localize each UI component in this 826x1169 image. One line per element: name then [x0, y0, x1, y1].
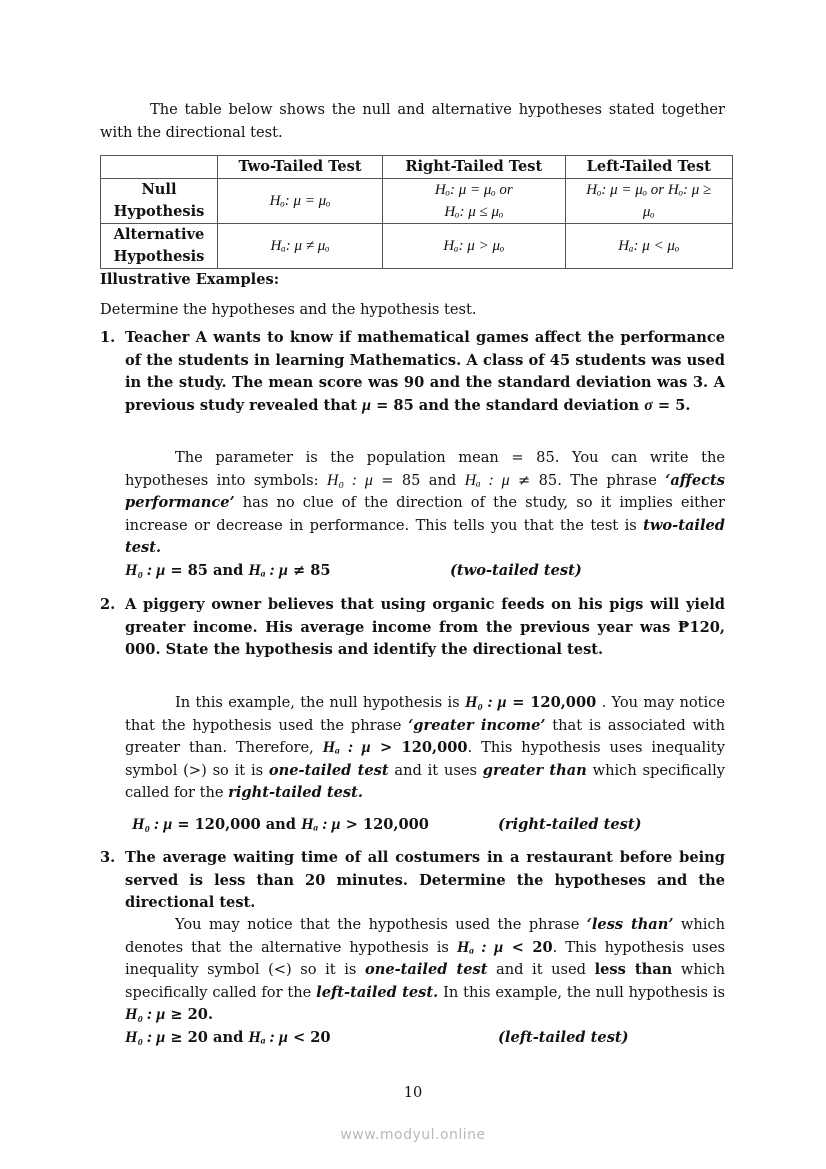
problem-text: [125, 594, 725, 662]
text-segment: The parameter is the population mean = 85. You can write the hypotheses into symbols:: [125, 449, 725, 489]
cell-line: Hₐ: μ < μₒ: [618, 238, 680, 254]
text-segment: ≥ 20.: [165, 1006, 214, 1023]
watermark: www.modyul.online: [340, 1127, 486, 1143]
answer-test-type: (right-tailed test): [498, 816, 642, 833]
text-segment: which specifically called for the: [125, 761, 726, 801]
text-segment: greater than: [482, 761, 587, 779]
page-number: 10: [403, 1084, 423, 1101]
math-expression: H₀ : μ: [464, 694, 507, 711]
example-1-answer: [125, 560, 725, 583]
instruction-text: Determine the hypotheses and the hypothesis test.: [100, 301, 477, 318]
row-label-line: Hypothesis: [113, 203, 205, 220]
text-segment: < 20: [287, 1029, 331, 1046]
text-segment: and it uses: [388, 761, 483, 779]
row-label-alternative: [101, 224, 218, 269]
example-2-explanation: [125, 692, 725, 805]
text-segment: ‘affects performance’: [125, 471, 726, 511]
problem-text: [125, 847, 725, 915]
math-expression: H₀ : μ: [125, 1006, 166, 1023]
text-segment: . This hypothesis uses inequality symbol (>) so it is: [125, 739, 726, 779]
text-segment: ≠ 85. The phrase: [509, 471, 666, 489]
math-expression: σ: [644, 396, 653, 414]
table-header-empty: [101, 156, 218, 179]
answer-test-type: (left-tailed test): [498, 1029, 629, 1046]
text-segment: less than: [594, 961, 673, 978]
math-expression: H₀ : μ: [125, 562, 166, 579]
text-segment: which denotes that the alternative hypothesis is: [125, 916, 725, 956]
text-segment: ≠ 85: [287, 562, 331, 579]
example-1-explanation: [125, 447, 725, 560]
answer-hypotheses: [125, 1029, 331, 1046]
text-segment: = 85 and the standard deviation: [371, 396, 645, 414]
math-expression: Hₐ : μ: [322, 739, 371, 756]
table-row-alternative: [101, 224, 733, 269]
answer-test-type: (two-tailed test): [450, 562, 582, 579]
text-segment: ‘less than’: [586, 916, 674, 933]
cell-line: μₒ: [642, 204, 655, 220]
table-header-right-tailed: Right-Tailed Test: [383, 156, 565, 179]
cell-alt-two-tailed: [218, 224, 383, 269]
text-segment: . This hypothesis uses inequality symbol (<) so it is: [125, 938, 725, 978]
cell-line: Hₐ: μ ≠ μₒ: [270, 238, 330, 254]
cell-line: Hₒ: μ = μₒ or Hₒ: μ ≥: [586, 182, 712, 198]
text-segment: In this example, the null hypothesis is: [175, 694, 465, 711]
math-expression: Hₐ : μ: [456, 938, 504, 956]
intro-paragraph: [100, 99, 725, 144]
text-segment: = 5.: [652, 396, 691, 414]
math-expression: H₀ : μ: [326, 471, 373, 489]
cell-alt-left-tailed: [565, 224, 732, 269]
table-header-row: [101, 156, 733, 179]
cell-line: Hₒ: μ ≤ μₒ: [444, 204, 504, 220]
text-segment: = 85 and: [165, 562, 249, 579]
text-segment: The table below shows the null and alternative hypotheses stated together with the directional test.: [100, 101, 725, 141]
example-2-answer: [132, 814, 732, 837]
row-label-null: [101, 179, 218, 224]
math-expression: H₀ : μ: [125, 1029, 166, 1046]
cell-null-right-tailed: [383, 179, 565, 224]
text-segment: ≥ 20 and: [165, 1029, 249, 1046]
row-label-line: Null: [141, 181, 177, 198]
text-segment: < 20: [503, 938, 553, 956]
text-segment: = 120,000 and: [172, 816, 302, 833]
text-segment: and it used: [487, 961, 595, 978]
cell-null-two-tailed: [218, 179, 383, 224]
table-header-two-tailed: Two-Tailed Test: [218, 156, 383, 179]
example-1-problem: [100, 327, 725, 417]
illustrative-heading: Illustrative Examples:: [100, 271, 280, 288]
hypotheses-table: [100, 155, 733, 269]
example-2-problem: [100, 594, 725, 662]
problem-text: [125, 327, 725, 417]
answer-hypotheses: [132, 816, 429, 833]
math-expression: μ: [362, 396, 372, 414]
text-segment: A piggery owner believes that using organic feeds on his pigs will yield greater income. His average income from the previous year was ₱120, 000. State the hypothesis and identify the directional test.: [125, 596, 725, 658]
text-segment: The average waiting time of all costumers in a restaurant before being served is less than 20 minutes. Determine the hypotheses and the directional test.: [125, 849, 725, 911]
math-expression: H₀ : μ: [132, 816, 173, 833]
text-segment: one-tailed test: [268, 761, 389, 779]
example-3-problem: [100, 847, 725, 915]
text-segment: which specifically called for the: [125, 961, 726, 1001]
text-segment: that is associated with greater than. Therefore,: [125, 716, 725, 756]
example-number: 2.: [100, 596, 116, 613]
math-expression: Hₐ : μ: [248, 1029, 288, 1046]
text-segment: one-tailed test: [364, 961, 488, 978]
math-expression: Hₐ : μ: [248, 562, 288, 579]
math-expression: Hₐ : μ: [301, 816, 341, 833]
row-label-line: Hypothesis: [113, 248, 205, 265]
text-segment: two-tailed test.: [125, 516, 725, 556]
table-header-left-tailed: Left-Tailed Test: [565, 156, 732, 179]
table-row-null: [101, 179, 733, 224]
text-segment: You may notice that the hypothesis used the phrase: [175, 916, 587, 933]
cell-line: Hₐ: μ > μₒ: [443, 238, 505, 254]
example-3-explanation: [125, 914, 725, 1027]
example-number: 3.: [100, 849, 116, 866]
cell-line: Hₒ: μ = μₒ or: [434, 182, 513, 198]
cell-line: Hₒ: μ = μₒ: [269, 193, 331, 209]
text-segment: left-tailed test.: [316, 983, 439, 1001]
text-segment: ‘greater income’: [408, 716, 546, 734]
text-segment: = 85 and: [372, 471, 465, 489]
text-segment: > 120,000: [370, 739, 468, 756]
example-number: 1.: [100, 329, 116, 346]
text-segment: In this example, the null hypothesis is: [438, 983, 725, 1001]
text-segment: right-tailed test.: [228, 784, 363, 801]
math-expression: Hₐ : μ: [464, 471, 510, 489]
text-segment: Teacher A wants to know if mathematical games affect the performance of the students in learning Mathematics. A class of 45 students was used in the study. The mean score was 90 and the standard deviation was 3. A previous study revealed that: [125, 329, 725, 414]
answer-hypotheses: [125, 562, 331, 579]
cell-null-left-tailed: [565, 179, 732, 224]
text-segment: = 120,000: [506, 694, 597, 711]
text-segment: . You may notice that the hypothesis used the phrase: [125, 694, 725, 734]
cell-alt-right-tailed: [383, 224, 565, 269]
text-segment: > 120,000: [340, 816, 429, 833]
example-3-answer: [125, 1027, 725, 1050]
text-segment: has no clue of the direction of the study, so it implies either increase or decrease in performance. This tells you that the test is: [125, 494, 725, 534]
row-label-line: Alternative: [113, 226, 205, 243]
